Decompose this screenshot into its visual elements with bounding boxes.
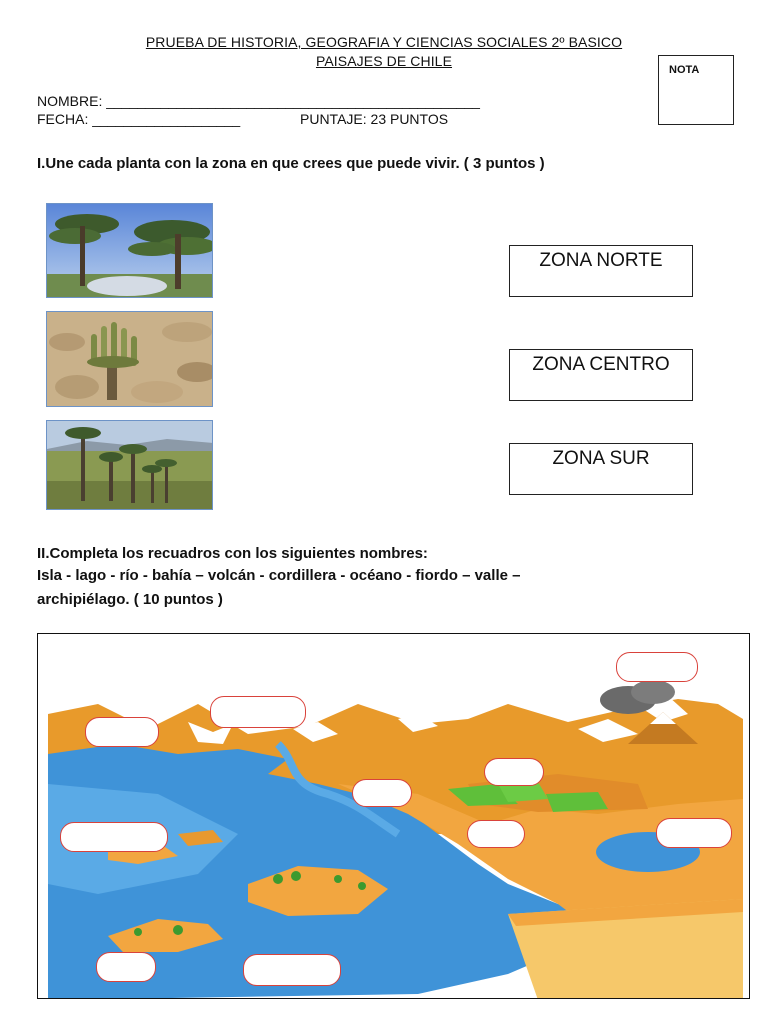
label-box-island[interactable] [243, 954, 341, 986]
section2-word-list: Isla - lago - río - bahía – volcán - cordillera - océano - fiordo – valle – [37, 567, 521, 584]
label-box-fiord[interactable] [467, 820, 525, 848]
landscape-illustration [37, 633, 750, 999]
zone-norte-box[interactable]: ZONA NORTE [509, 245, 693, 297]
label-box-ocean[interactable] [60, 822, 168, 852]
puntaje-text: PUNTAJE: 23 PUNTOS [300, 111, 449, 127]
label-box-valley[interactable] [484, 758, 544, 786]
label-box-volcano[interactable] [616, 652, 698, 682]
photo-cactus [46, 311, 213, 407]
label-box-river[interactable] [352, 779, 412, 807]
title-line-1: PRUEBA DE HISTORIA, GEOGRAFIA Y CIENCIAS SOCIALES 2º BASICO [145, 34, 623, 50]
title-line-2: PAISAJES DE CHILE [315, 53, 453, 69]
label-box-cordillera[interactable] [210, 696, 306, 728]
label-box-mountains[interactable] [85, 717, 159, 747]
photo-palms [46, 420, 213, 510]
section2-word-list-end: archipiélago. ( 10 puntos ) [37, 591, 223, 608]
zone-sur-box[interactable]: ZONA SUR [509, 443, 693, 495]
photo-araucaria [46, 203, 213, 298]
label-box-archipelago[interactable] [96, 952, 156, 982]
zone-centro-box[interactable]: ZONA CENTRO [509, 349, 693, 401]
section1-instruction: I.Une cada planta con la zona en que crees que puede vivir. ( 3 puntos ) [37, 155, 545, 172]
nombre-field[interactable]: NOMBRE: ________________________________________________ [37, 93, 480, 109]
fecha-field[interactable]: FECHA: ___________________ [37, 111, 241, 127]
nota-label: NOTA [669, 64, 700, 76]
nota-box[interactable] [658, 55, 734, 125]
label-box-lake[interactable] [656, 818, 732, 848]
section2-instruction: II.Completa los recuadros con los siguientes nombres: [37, 545, 428, 562]
